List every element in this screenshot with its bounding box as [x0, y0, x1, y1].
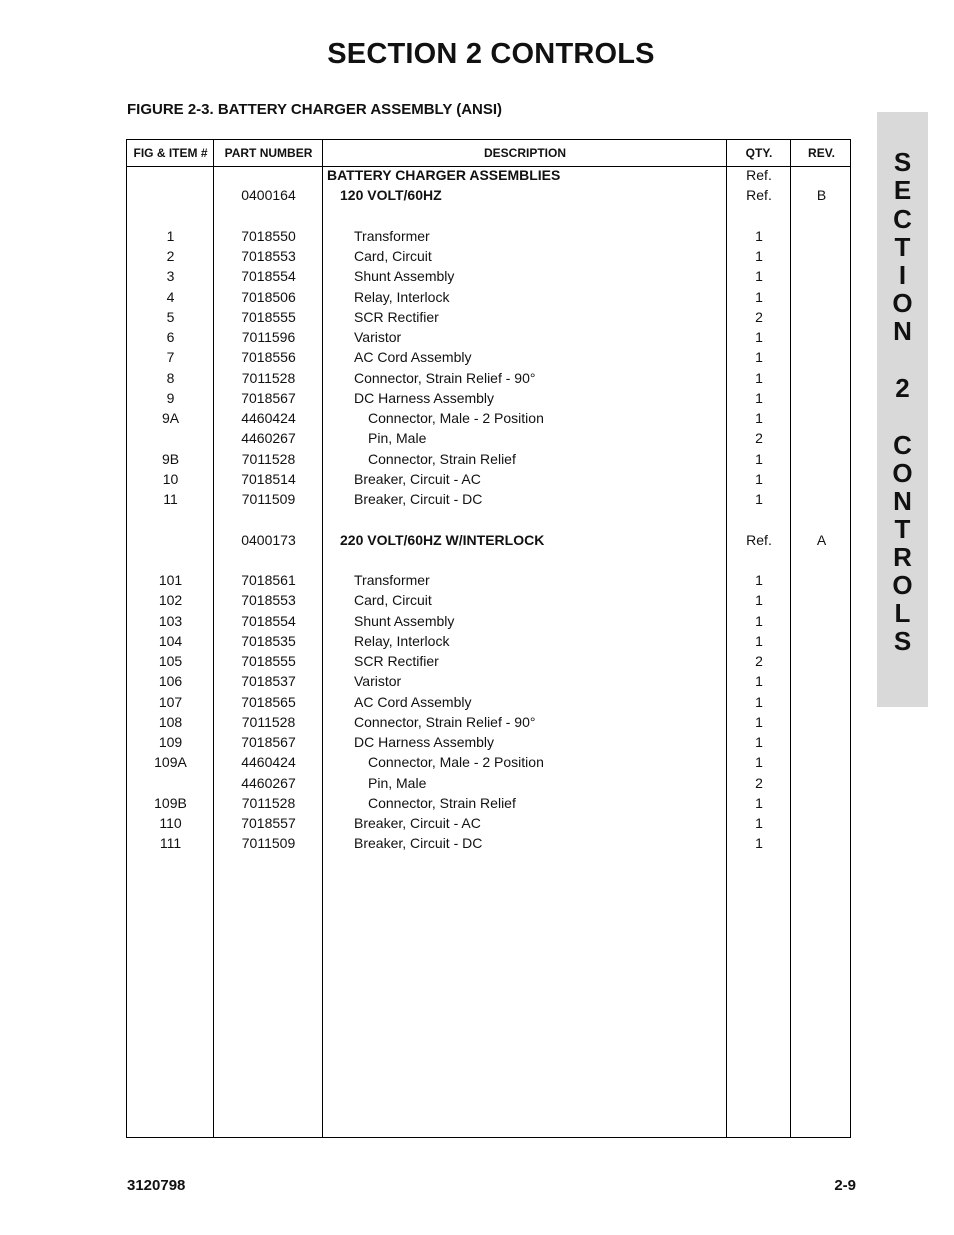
side-tab-letter: N — [893, 486, 912, 516]
cell-qty: 1 — [755, 491, 763, 507]
cell-qty: 1 — [755, 815, 763, 831]
cell-qty: Ref. — [746, 532, 772, 548]
cell-fig-item: 109A — [154, 754, 187, 770]
cell-description: Pin, Male — [368, 430, 427, 446]
cell-qty: 1 — [755, 572, 763, 588]
side-tab-letter: N — [893, 316, 912, 346]
cell-description: DC Harness Assembly — [354, 390, 495, 406]
cell-description: Varistor — [354, 673, 402, 689]
table-row — [127, 833, 850, 853]
cell-part-number: 7011528 — [241, 451, 296, 467]
cell-fig-item: 107 — [158, 694, 183, 710]
cell-fig-item: 11 — [163, 491, 178, 507]
side-tab-letter: S — [893, 626, 912, 656]
cell-fig-item: 1 — [166, 228, 175, 244]
table-row — [127, 752, 850, 772]
table-row — [127, 347, 850, 367]
cell-qty: 1 — [755, 390, 763, 406]
cell-description: Breaker, Circuit - AC — [354, 471, 481, 487]
side-tab-letter: S — [893, 147, 912, 177]
cell-part-number: 7018561 — [241, 572, 296, 588]
cell-fig-item: 8 — [166, 370, 175, 386]
cell-fig-item: 4 — [166, 289, 175, 305]
cell-fig-item: 110 — [159, 815, 182, 831]
cell-description: Shunt Assembly — [354, 268, 455, 284]
cell-description: Transformer — [354, 228, 430, 244]
cell-description: Connector, Male - 2 Position — [368, 754, 544, 770]
cell-fig-item: 9B — [161, 451, 180, 467]
cell-part-number: 7018555 — [241, 653, 296, 669]
table-row — [127, 570, 850, 590]
cell-description: Connector, Strain Relief - 90° — [354, 370, 536, 386]
cell-description: Connector, Strain Relief — [368, 795, 516, 811]
cell-qty: 1 — [755, 694, 763, 710]
figure-title: FIGURE 2-3. BATTERY CHARGER ASSEMBLY (ANSI) — [127, 101, 503, 118]
page-number: 2-9 — [834, 1177, 856, 1194]
section-side-tab — [877, 112, 928, 707]
cell-description: Card, Circuit — [354, 248, 432, 264]
table-row — [127, 185, 850, 205]
cell-fig-item: 109 — [158, 734, 183, 750]
table-row — [127, 651, 850, 671]
cell-part-number: 7011528 — [241, 795, 296, 811]
table-row — [127, 287, 850, 307]
cell-qty: 1 — [755, 349, 763, 365]
cell-part-number: 0400173 — [241, 532, 296, 548]
cell-part-number: 7011596 — [241, 329, 296, 345]
cell-description: 120 VOLT/60HZ — [340, 187, 442, 203]
cell-qty: 1 — [755, 451, 763, 467]
table-row — [127, 692, 850, 712]
cell-fig-item: 105 — [158, 653, 183, 669]
table-row — [127, 266, 850, 286]
table-row — [127, 671, 850, 691]
table-row — [127, 246, 850, 266]
header-qty: QTY. — [745, 146, 773, 160]
cell-part-number: 7018554 — [241, 613, 296, 629]
cell-qty: 1 — [755, 673, 763, 689]
cell-qty: 2 — [755, 309, 763, 325]
table-row — [127, 489, 850, 509]
table-row — [127, 408, 850, 428]
cell-description: Connector, Strain Relief — [368, 451, 516, 467]
cell-description: Varistor — [354, 329, 402, 345]
cell-description: Connector, Strain Relief - 90° — [354, 714, 536, 730]
cell-fig-item: 7 — [166, 349, 175, 365]
cell-part-number: 7018555 — [241, 309, 296, 325]
side-tab-letter: T — [894, 514, 911, 544]
table-row — [127, 388, 850, 408]
parts-table — [126, 139, 851, 1138]
cell-description: Transformer — [354, 572, 430, 588]
cell-fig-item: 9 — [166, 390, 175, 406]
cell-fig-item: 101 — [158, 572, 183, 588]
side-tab-letter: O — [892, 458, 913, 488]
side-tab-letter: 2 — [895, 373, 910, 403]
table-row — [127, 469, 850, 489]
table-row — [127, 732, 850, 752]
cell-part-number: 7018554 — [241, 268, 296, 284]
cell-qty: 2 — [755, 430, 763, 446]
table-row — [127, 813, 850, 833]
cell-fig-item: 9A — [161, 410, 180, 426]
cell-part-number: 4460267 — [241, 430, 296, 446]
cell-qty: 1 — [755, 370, 763, 386]
side-tab-letter: C — [893, 204, 912, 234]
cell-part-number: 7018506 — [241, 289, 296, 305]
side-tab-letter: L — [894, 598, 911, 628]
cell-fig-item: 111 — [159, 835, 182, 851]
cell-description: Connector, Male - 2 Position — [368, 410, 544, 426]
side-tab-letter: O — [892, 288, 913, 318]
cell-part-number: 4460424 — [241, 410, 296, 426]
document-number: 3120798 — [127, 1177, 186, 1194]
table-row — [127, 611, 850, 631]
table-row — [127, 449, 850, 469]
cell-qty: 1 — [755, 613, 763, 629]
side-tab-letter: E — [893, 175, 912, 205]
cell-part-number: 7018557 — [241, 815, 296, 831]
table-row — [127, 165, 850, 185]
cell-part-number: 7018553 — [241, 592, 296, 608]
table-row — [127, 307, 850, 327]
side-tab-letter: O — [892, 570, 913, 600]
cell-qty: 2 — [755, 775, 763, 791]
cell-qty: 2 — [755, 653, 763, 669]
table-row — [127, 368, 850, 388]
cell-part-number: 4460424 — [241, 754, 296, 770]
cell-part-number: 7018553 — [241, 248, 296, 264]
cell-fig-item: 5 — [166, 309, 175, 325]
header-rev: REV. — [808, 146, 835, 160]
side-tab-letter: T — [894, 232, 911, 262]
cell-fig-item: 108 — [158, 714, 183, 730]
side-tab-letter: C — [893, 430, 912, 460]
header-fig-item: FIG & ITEM # — [133, 146, 208, 160]
page-title: SECTION 2 CONTROLS — [327, 38, 655, 70]
cell-qty: 1 — [755, 471, 763, 487]
cell-description: 220 VOLT/60HZ W/INTERLOCK — [340, 532, 545, 548]
cell-description: Breaker, Circuit - AC — [354, 815, 481, 831]
cell-description: Relay, Interlock — [354, 289, 450, 305]
table-row — [127, 590, 850, 610]
cell-part-number: 7011509 — [241, 835, 296, 851]
cell-description: Shunt Assembly — [354, 613, 455, 629]
cell-part-number: 7018550 — [241, 228, 296, 244]
table-row — [127, 327, 850, 347]
cell-description: Breaker, Circuit - DC — [354, 491, 483, 507]
cell-part-number: 0400164 — [241, 187, 296, 203]
cell-qty: 1 — [755, 592, 763, 608]
cell-fig-item: 3 — [166, 268, 175, 284]
cell-description: Card, Circuit — [354, 592, 432, 608]
cell-qty: Ref. — [746, 187, 772, 203]
side-tab-letter: I — [898, 260, 907, 290]
cell-part-number: 7018535 — [241, 633, 296, 649]
table-row — [127, 428, 850, 448]
cell-qty: 1 — [755, 734, 763, 750]
cell-qty: 1 — [755, 289, 763, 305]
table-row — [127, 226, 850, 246]
table-row — [127, 712, 850, 732]
cell-part-number: 7011528 — [241, 370, 296, 386]
cell-qty: 1 — [755, 835, 763, 851]
cell-part-number: 4460267 — [241, 775, 296, 791]
header-description: DESCRIPTION — [483, 146, 566, 160]
cell-fig-item: 109B — [154, 795, 187, 811]
cell-rev: A — [816, 532, 827, 548]
cell-part-number: 7018537 — [241, 673, 296, 689]
table-row — [127, 631, 850, 651]
cell-fig-item: 106 — [158, 673, 183, 689]
cell-qty: Ref. — [746, 167, 772, 183]
cell-part-number: 7011509 — [241, 491, 296, 507]
cell-part-number: 7018567 — [241, 390, 296, 406]
cell-part-number: 7018514 — [241, 471, 296, 487]
table-row — [127, 530, 850, 550]
cell-part-number: 7011528 — [241, 714, 296, 730]
cell-description: Breaker, Circuit - DC — [354, 835, 483, 851]
cell-description: AC Cord Assembly — [354, 349, 472, 365]
cell-qty: 1 — [755, 248, 763, 264]
cell-qty: 1 — [755, 228, 763, 244]
cell-description: Relay, Interlock — [354, 633, 450, 649]
cell-part-number: 7018567 — [241, 734, 296, 750]
cell-qty: 1 — [755, 329, 763, 345]
cell-qty: 1 — [755, 268, 763, 284]
cell-part-number: 7018565 — [241, 694, 296, 710]
cell-fig-item: 2 — [166, 248, 175, 264]
cell-fig-item: 103 — [158, 613, 183, 629]
cell-rev: B — [816, 187, 827, 203]
cell-description: DC Harness Assembly — [354, 734, 495, 750]
cell-fig-item: 102 — [158, 592, 183, 608]
cell-qty: 1 — [755, 714, 763, 730]
cell-part-number: 7018556 — [241, 349, 296, 365]
cell-description: Pin, Male — [368, 775, 427, 791]
cell-fig-item: 104 — [158, 633, 183, 649]
cell-fig-item: 6 — [166, 329, 175, 345]
cell-description: SCR Rectifier — [354, 309, 439, 325]
cell-description: SCR Rectifier — [354, 653, 439, 669]
cell-qty: 1 — [755, 410, 763, 426]
cell-fig-item: 10 — [162, 471, 179, 487]
cell-qty: 1 — [755, 795, 763, 811]
cell-qty: 1 — [755, 633, 763, 649]
cell-qty: 1 — [755, 754, 763, 770]
table-row — [127, 793, 850, 813]
table-row — [127, 773, 850, 793]
side-tab-letter: R — [893, 542, 912, 572]
cell-description: AC Cord Assembly — [354, 694, 472, 710]
header-part-number: PART NUMBER — [224, 146, 313, 160]
cell-description: BATTERY CHARGER ASSEMBLIES — [327, 167, 561, 183]
